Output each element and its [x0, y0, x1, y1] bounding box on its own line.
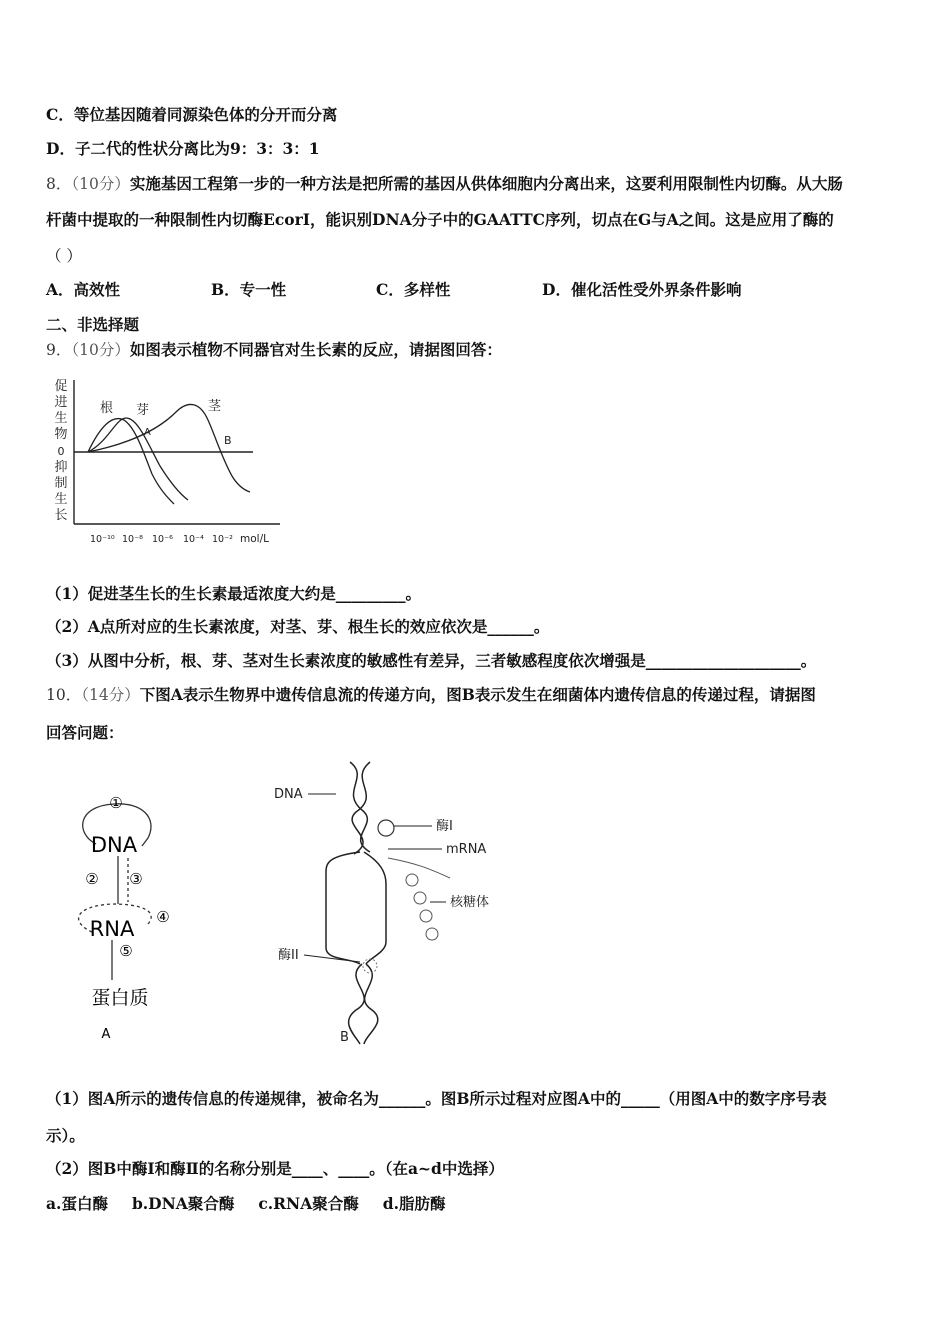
figure-b-caption: B: [340, 1030, 349, 1045]
dna-label: DNA: [90, 833, 138, 857]
y-label-char: 长: [54, 508, 68, 523]
y-label-char: 抑: [54, 460, 68, 475]
enzyme1-label: 酶I: [436, 819, 453, 834]
y-label-char: 生: [54, 411, 68, 426]
q8-points: （10分）: [71, 175, 130, 193]
step-4-label: ④: [156, 908, 170, 926]
q9-sub3: （3）从图中分析，根、芽、茎对生长素浓度的敏感性有差异，三者敏感程度依次增强是____________________。: [46, 651, 817, 670]
ribosome-chain: [388, 858, 450, 940]
q10-points: （14分）: [81, 686, 140, 704]
x-tick-label: 10⁻⁸: [122, 534, 143, 545]
x-tick-label: 10⁻²: [212, 534, 233, 545]
q8-stem-line1: [46, 172, 843, 194]
root-label: 根: [100, 401, 114, 416]
y-label-char: 进: [54, 395, 68, 410]
bud-curve: [88, 418, 188, 500]
choice-d: d.脂肪酶: [382, 1194, 446, 1213]
q8-option-c: C．多样性: [376, 280, 451, 299]
step-1-label: ①: [109, 794, 123, 812]
q8-stem-text1: 实施基因工程第一步的一种方法是把所需的基因从供体细胞内分离出来，这要利用限制性内切酶。从大肠: [129, 174, 843, 193]
enzyme2-label: 酶II: [278, 948, 299, 963]
mrna-label: mRNA: [446, 842, 487, 857]
dna-label: DNA: [274, 787, 303, 802]
q10-stem-line2: 回答问题：: [46, 723, 124, 742]
enzyme1-shape: [378, 820, 394, 836]
q9-points: （10分）: [71, 341, 130, 359]
q10-stem-text1: 下图A表示生物界中遗传信息流的传递方向，图B表示发生在细菌体内遗传信息的传递过程，请据图: [139, 685, 816, 704]
choice-c: c.RNA聚合酶: [258, 1194, 359, 1213]
y-label-char: 促: [54, 379, 68, 394]
q7-option-d: D．子二代的性状分离比为9：3：3：1: [46, 139, 320, 158]
q10-stem-line1: [46, 683, 816, 705]
enzyme2-shape: [363, 959, 377, 973]
protein-label: 蛋白质: [91, 987, 149, 1009]
x-tick-label: 10⁻⁴: [183, 534, 204, 545]
q9-sub2: （2）A点所对应的生长素浓度，对茎、芽、根生长的效应依次是______。: [46, 617, 550, 636]
point-a-label: A: [144, 427, 151, 438]
transcription-figure: [270, 752, 510, 1052]
q7-option-c: C．等位基因随着同源染色体的分开而分离: [46, 105, 338, 124]
step-2-label: ②: [85, 870, 99, 888]
section-title: 二、非选择题: [46, 315, 140, 334]
step-3-label: ③: [129, 870, 143, 888]
auxin-response-figure: [48, 372, 293, 552]
x-tick-label: 10⁻⁶: [152, 534, 173, 545]
bud-label: 芽: [136, 403, 150, 418]
q8-option-d: D．催化活性受外界条件影响: [542, 280, 742, 299]
y-label-char: 制: [54, 476, 68, 491]
x-tick-label: 10⁻¹⁰: [90, 534, 115, 545]
central-dogma-figure: [62, 782, 212, 1047]
q8-answer-bracket: （ ）: [46, 247, 82, 265]
point-b-label: B: [224, 434, 232, 447]
origin-label: 0: [57, 445, 65, 458]
choice-b: b.DNA聚合酶: [131, 1194, 235, 1213]
q8-number: 8．: [46, 175, 72, 193]
q9-sub1: （1）促进茎生长的生长素最适浓度大约是_________。: [46, 584, 422, 603]
figure-a-caption: A: [101, 1027, 111, 1042]
step-5-label: ⑤: [119, 942, 133, 960]
q8-option-a: A．高效性: [46, 280, 121, 299]
q8-stem-line2: 杆菌中提取的一种限制性内切酶EcorI，能识别DNA分子中的GAATTC序列，切点在G与A之间。这是应用了酶的: [46, 210, 834, 229]
q9-number: 9．: [46, 341, 72, 359]
ribosome-label: 核糖体: [450, 895, 490, 910]
q10-sub2: （2）图B中酶Ⅰ和酶Ⅱ的名称分别是____、____。（在a~d中选择）: [46, 1159, 504, 1178]
x-unit-label: mol/L: [240, 533, 269, 545]
rna-label: RNA: [89, 917, 135, 941]
choice-a: a.蛋白酶: [46, 1194, 108, 1213]
q10-number: 10．: [46, 686, 82, 704]
root-curve: [88, 419, 174, 504]
y-label-char: 物: [54, 427, 68, 442]
q10-sub1-line1: （1）图A所示的遗传信息的传递规律，被命名为______。图B所示过程对应图A中的_____（用图A中的数字序号表: [46, 1089, 827, 1108]
q10-sub1-line2: 示）。: [46, 1126, 85, 1145]
q9-stem: [46, 338, 502, 360]
y-label-char: 生: [54, 492, 68, 507]
q9-stem-text: 如图表示植物不同器官对生长素的反应，请据图回答：: [129, 340, 502, 359]
q8-option-b: B．专一性: [211, 280, 287, 299]
stem-label: 茎: [208, 399, 222, 414]
dna-helix: [326, 762, 386, 1044]
q10-choices: [46, 1192, 469, 1214]
